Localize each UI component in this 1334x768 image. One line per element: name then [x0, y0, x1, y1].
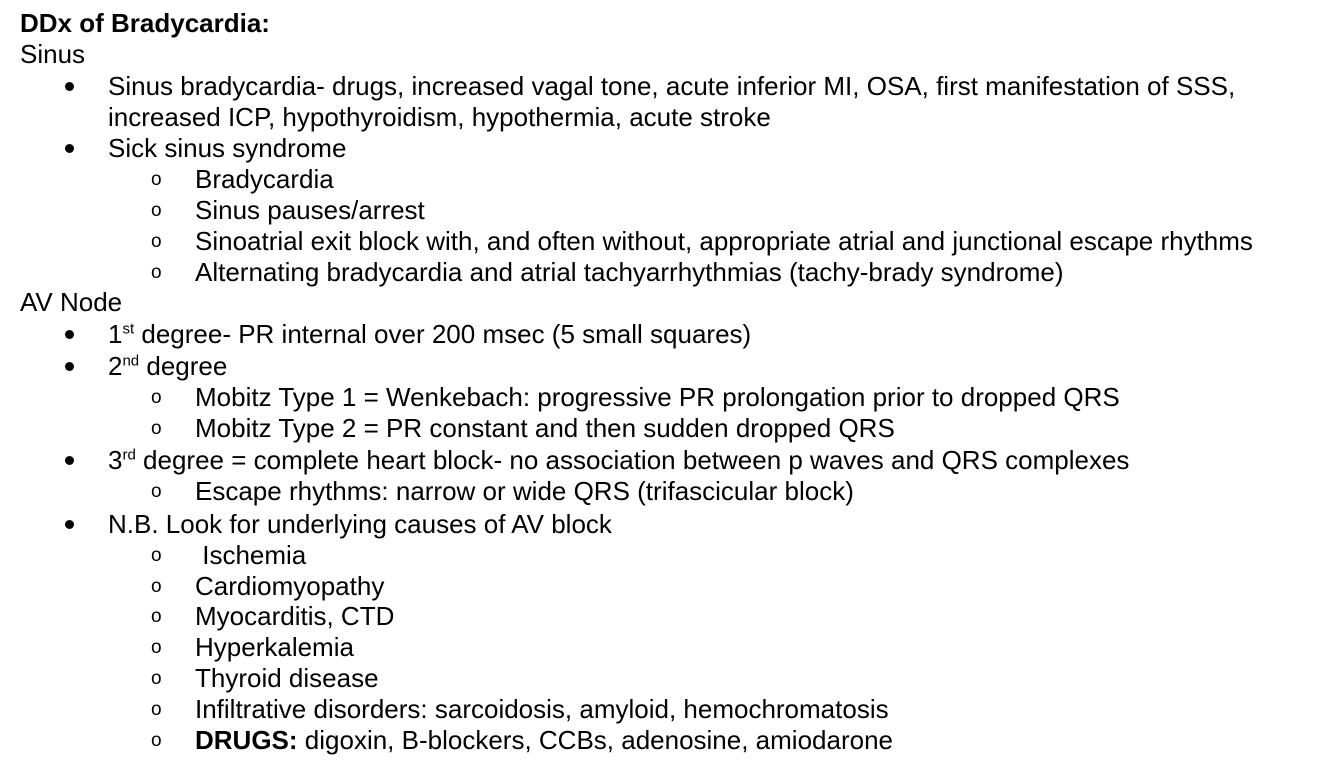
sub-item: Alternating bradycardia and atrial tachyarrhythmias (tachy-brady syndrome) [195, 257, 1064, 287]
list-item: 3rd degree = complete heart block- no association between p waves and QRS complexes [108, 445, 1130, 475]
list-item: N.B. Look for underlying causes of AV block [108, 509, 612, 539]
circle-bullet-icon: o [151, 730, 162, 751]
bullet-dot-icon [65, 330, 74, 339]
circle-bullet-icon: o [151, 200, 162, 221]
circle-bullet-icon: o [151, 169, 162, 190]
sub-item: Bradycardia [195, 164, 334, 194]
bullet-dot-icon [65, 82, 74, 91]
sub-item: Myocarditis, CTD [195, 601, 395, 631]
sub-item: Mobitz Type 2 = PR constant and then sudden dropped QRS [195, 413, 895, 443]
section-heading-sinus: Sinus [20, 39, 86, 69]
circle-bullet-icon: o [151, 668, 162, 689]
sub-item: Infiltrative disorders: sarcoidosis, amyloid, hemochromatosis [195, 694, 889, 724]
sub-item: Sinus pauses/arrest [195, 195, 425, 225]
drugs-label: DRUGS: [195, 725, 298, 755]
circle-bullet-icon: o [151, 606, 162, 627]
document-title: DDx of Bradycardia: [20, 8, 270, 38]
sub-item: Mobitz Type 1 = Wenkebach: progressive PR prolongation prior to dropped QRS [195, 382, 1120, 412]
sub-item: DRUGS: digoxin, B-blockers, CCBs, adenosine, amiodarone [195, 725, 893, 755]
section-heading-av-node: AV Node [20, 287, 123, 317]
list-item: 2nd degree [108, 351, 228, 381]
bullet-dot-icon [65, 362, 74, 371]
circle-bullet-icon: o [151, 418, 162, 439]
sub-item: Escape rhythms: narrow or wide QRS (trifascicular block) [195, 476, 854, 506]
list-item: 1st degree- PR internal over 200 msec (5 small squares) [108, 319, 752, 349]
circle-bullet-icon: o [151, 545, 162, 566]
circle-bullet-icon: o [151, 576, 162, 597]
circle-bullet-icon: o [151, 231, 162, 252]
sub-item: Ischemia [195, 540, 307, 570]
list-item: Sinus bradycardia- drugs, increased vagal tone, acute inferior MI, OSA, first manifestation of SSS, [108, 71, 1236, 101]
circle-bullet-icon: o [151, 387, 162, 408]
circle-bullet-icon: o [151, 262, 162, 283]
circle-bullet-icon: o [151, 699, 162, 720]
sub-item: Cardiomyopathy [195, 571, 385, 601]
bullet-dot-icon [65, 144, 74, 153]
bullet-dot-icon [65, 520, 74, 529]
circle-bullet-icon: o [151, 481, 162, 502]
sub-item: Hyperkalemia [195, 632, 354, 662]
list-item-continuation: increased ICP, hypothyroidism, hypothermia, acute stroke [108, 102, 771, 132]
sub-item: Thyroid disease [195, 663, 379, 693]
bullet-dot-icon [65, 456, 74, 465]
list-item: Sick sinus syndrome [108, 133, 347, 163]
circle-bullet-icon: o [151, 637, 162, 658]
sub-item: Sinoatrial exit block with, and often without, appropriate atrial and junctional escape rhythms [195, 226, 1253, 256]
